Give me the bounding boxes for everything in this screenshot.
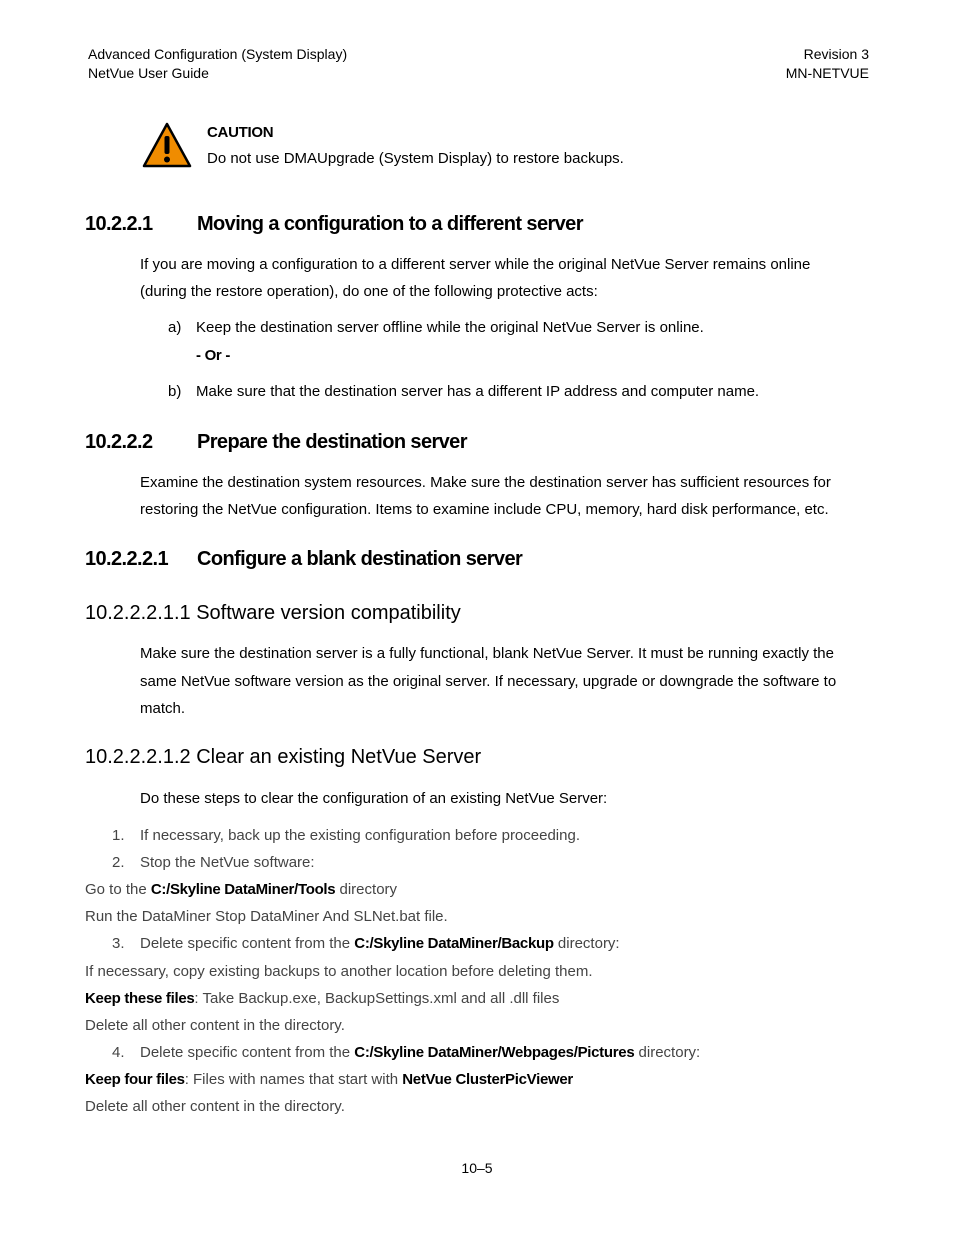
header-revision: Revision 3 (803, 46, 869, 62)
keep-text: : Take Backup.exe, BackupSettings.xml and all .dll files (194, 990, 560, 1007)
subsection-heading-clear-server: 10.2.2.2.1.2 Clear an existing NetVue Server (85, 746, 482, 768)
page-number: 10–5 (461, 1160, 493, 1176)
section-heading-prepare-destination (85, 431, 467, 454)
section-number: 10.2.2.2.1 (85, 548, 168, 570)
keep-four-files-line (85, 1071, 573, 1088)
text-suffix: directory (335, 881, 398, 898)
delete-other-line: Delete all other content in the directory. (85, 1098, 345, 1115)
text-suffix: directory: (634, 1044, 701, 1061)
directory-path: C:/Skyline DataMiner/Backup (354, 935, 554, 952)
copy-backups-line: If necessary, copy existing backups to another location before deleting them. (85, 963, 593, 980)
step-text: Delete specific content from the (140, 935, 355, 952)
list-item-b (168, 383, 759, 400)
step-2 (112, 854, 315, 871)
step-marker: 4. (112, 1044, 125, 1061)
text-prefix: Go to the (85, 881, 151, 898)
directory-path: C:/Skyline DataMiner/Tools (150, 881, 336, 898)
section-title: Configure a blank destination server (197, 548, 523, 570)
paragraph-line: Make sure the destination server is a fully functional, blank NetVue Server. It must be running exactly the (140, 645, 834, 662)
section-heading-moving-config (85, 213, 583, 236)
delete-other-line: Delete all other content in the directory. (85, 1017, 345, 1034)
or-separator: - Or - (196, 347, 231, 364)
paragraph-line: If you are moving a configuration to a different server while the original NetVue Server remains online (140, 256, 811, 273)
section-number: 10.2.2.2 (85, 431, 153, 453)
run-bat-line: Run the DataMiner Stop DataMiner And SLNet.bat file. (85, 908, 448, 925)
directory-path: C:/Skyline DataMiner/Webpages/Pictures (354, 1044, 635, 1061)
header-doc-section: Advanced Configuration (System Display) (88, 46, 348, 62)
paragraph-line: match. (140, 700, 186, 717)
subsection-heading-software-version: 10.2.2.2.1.1 Software version compatibility (85, 602, 461, 624)
step-1 (112, 827, 580, 844)
header-doc-title: NetVue User Guide (88, 65, 209, 81)
list-item-a (168, 319, 704, 336)
list-marker: a) (168, 319, 182, 336)
caution-title: CAUTION (207, 124, 274, 141)
header-left (88, 45, 347, 83)
section-title: Moving a configuration to a different server (197, 213, 583, 235)
text-suffix: directory: (553, 935, 620, 952)
file-name-prefix: NetVue ClusterPicViewer (402, 1071, 573, 1088)
step-4 (112, 1044, 700, 1061)
step-marker: 3. (112, 935, 125, 952)
step-text: If necessary, back up the existing configuration before proceeding. (140, 827, 580, 844)
list-item-text: Keep the destination server offline while the original NetVue Server is online. (196, 319, 704, 336)
keep-label: Keep these files (85, 990, 195, 1007)
section-title: Prepare the destination server (197, 431, 467, 453)
warning-triangle-icon (142, 122, 192, 168)
paragraph-line: same NetVue software version as the original server. If necessary, upgrade or downgrade the software to (140, 673, 837, 690)
step-marker: 2. (112, 854, 125, 871)
paragraph-line: (during the restore operation), do one of the following protective acts: (140, 283, 598, 300)
keep-label: Keep four files (85, 1071, 185, 1088)
caution-text: Do not use DMAUpgrade (System Display) to restore backups. (207, 150, 624, 167)
list-marker: b) (168, 383, 182, 400)
section-heading-blank-destination (85, 548, 522, 571)
goto-tools-line (85, 881, 397, 898)
step-text: Delete specific content from the (140, 1044, 355, 1061)
header-doc-number: MN-NETVUE (785, 65, 869, 81)
list-item-text: Make sure that the destination server has a different IP address and computer name. (196, 383, 760, 400)
header-right (786, 45, 869, 83)
paragraph-line: Examine the destination system resources. Make sure the destination server has sufficient resources for (140, 474, 831, 491)
step-text: Stop the NetVue software: (140, 854, 315, 871)
paragraph-line: restoring the NetVue configuration. Items to examine include CPU, memory, hard disk performance, etc. (140, 501, 829, 518)
keep-text: : Files with names that start with (184, 1071, 403, 1088)
step-3 (112, 935, 620, 952)
section-number: 10.2.2.1 (85, 213, 153, 235)
paragraph-intro: Do these steps to clear the configuration of an existing NetVue Server: (140, 790, 608, 807)
step-marker: 1. (112, 827, 125, 844)
keep-files-line (85, 990, 559, 1007)
